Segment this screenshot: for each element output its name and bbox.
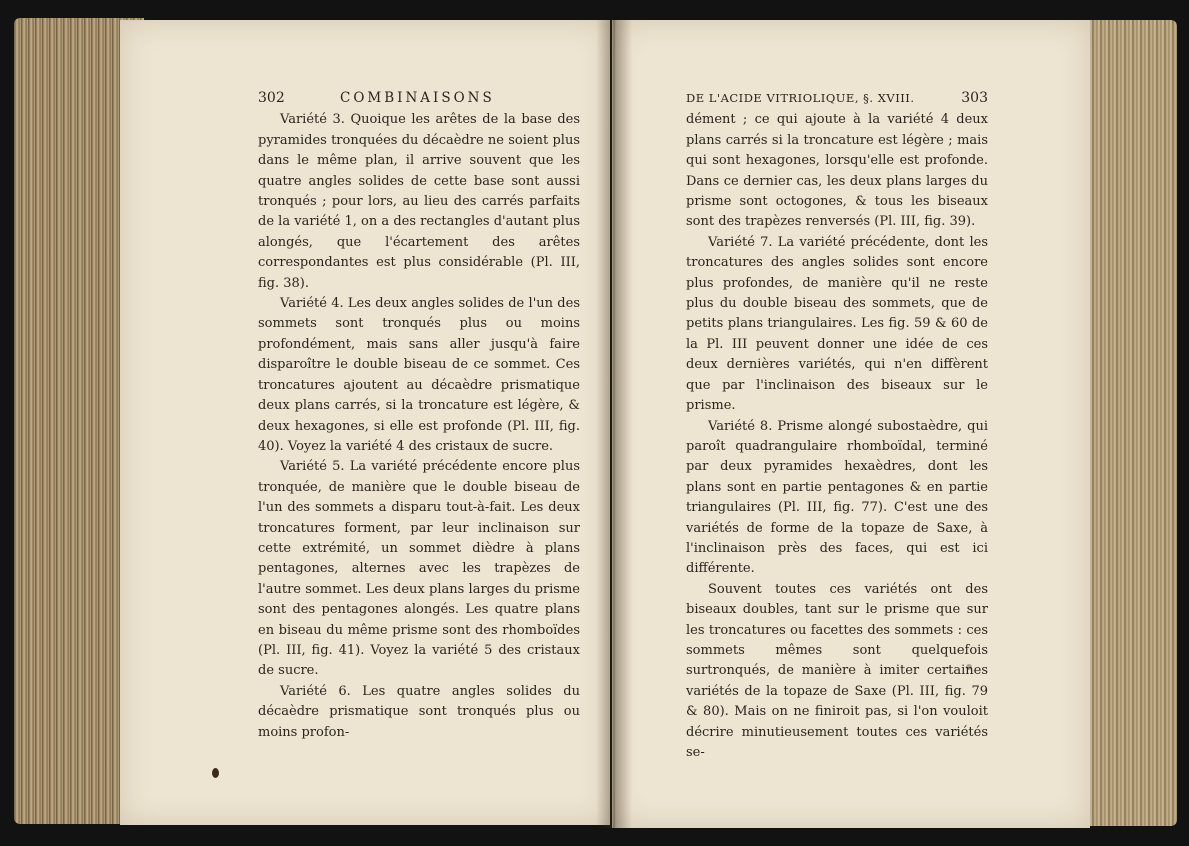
foxing-spot [212, 768, 219, 778]
left-running-title: COMBINAISONS [339, 90, 495, 106]
paragraph-variete-4: Variété 4. Les deux angles solides de l'un des sommets sont tronqués plus ou moins profondément, mais sans aller jusqu'à faire disparoître le double biseau de ce sommet. Ces troncatures ajoutent au décaèdre prismatique deux plans carrés, si la troncature est légère, & deux hexagones, si elle est profonde (Pl. III, fig. 40). Voyez la variété 4 des cristaux de sucre. [258, 296, 580, 454]
paragraph-variete-8: Variété 8. Prisme alongé subostaèdre, qui paroît quadrangulaire rhomboïdal, terminé par deux pyramides hexaèdres, dont les plans sont en partie pentagones & en partie triangulaires (Pl. III, fig. 77). C'est une des variétés de forme de la topaze de Saxe, à l'inclinaison près des faces, qui est ici différente. [686, 418, 988, 577]
left-running-head [258, 88, 580, 108]
right-page-text [686, 88, 988, 763]
right-page-edges [1085, 20, 1177, 826]
paragraph-variete-3: Variété 3. Quoique les arêtes de la base des pyramides tronquées du décaèdre ne soient plus dans le même plan, il arrive souvent que les quatre angles solides de cette base sont aussi tronqués ; pour lors, au lieu des carrés parfaits de la variété 1, on a des rectangles d'autant plus alongés, que l'écartement des arêtes correspondantes est plus considérable (Pl. III, fig. 38). [258, 112, 580, 291]
right-running-head [686, 88, 988, 108]
book-gutter [596, 20, 632, 828]
paragraph-variete-7: Variété 7. La variété précédente, dont les troncatures des angles solides sont encore plus profondes, de manière qu'il ne reste plus du double biseau des sommets, que de petits plans triangulaires. Les fig. 59 & 60 de la Pl. III peuvent donner une idée de ces deux dernières variétés, qui n'en diffèrent que par l'inclinaison des biseaux sur le prisme. [686, 234, 988, 414]
paragraph-continuation: dément ; ce qui ajoute à la variété 4 deux plans carrés si la troncature est légère ; mais qui sont hexagones, lorsqu'elle est profonde. Dans ce dernier cas, les deux plans larges du prisme sont octogones, & tous les biseaux sont des trapèzes renversés (Pl. III, fig. 39). [686, 112, 988, 230]
paragraph-biseaux-doubles: Souvent toutes ces variétés ont des biseaux doubles, tant sur le prisme que sur les troncatures ou facettes des sommets : ces sommets mêmes sont quelquefois surtronqués, de manière à imiter certaines variétés de la topaze de Saxe (Pl. III, fig. 79 & 80). Mais on ne finiroit pas, si l'on vouloit décrire minutieusement toutes ces variétés se- [686, 581, 988, 760]
right-page-number: 303 [961, 90, 988, 106]
left-page-number: 302 [258, 90, 285, 106]
paragraph-variete-5: Variété 5. La variété précédente encore plus tronquée, de manière que le double biseau de l'un des sommets a disparu tout-à-fait. Les deux troncatures forment, par leur inclinaison sur cette extrémité, un sommet dièdre à plans pentagones, alternes avec les trapèzes de l'autre sommet. Les deux plans larges du prisme sont des pentagones alongés. Les quatre plans en biseau du même prisme sont des rhomboïdes (Pl. III, fig. 41). Voyez la variété 5 des cristaux de sucre. [258, 459, 580, 679]
right-running-title: DE L'ACIDE VITRIOLIQUE, §. XVIII. [686, 91, 915, 105]
paragraph-variete-6: Variété 6. Les quatre angles solides du décaèdre prismatique sont tronqués plus ou moins profon- [258, 683, 580, 740]
left-page-text [258, 88, 580, 743]
